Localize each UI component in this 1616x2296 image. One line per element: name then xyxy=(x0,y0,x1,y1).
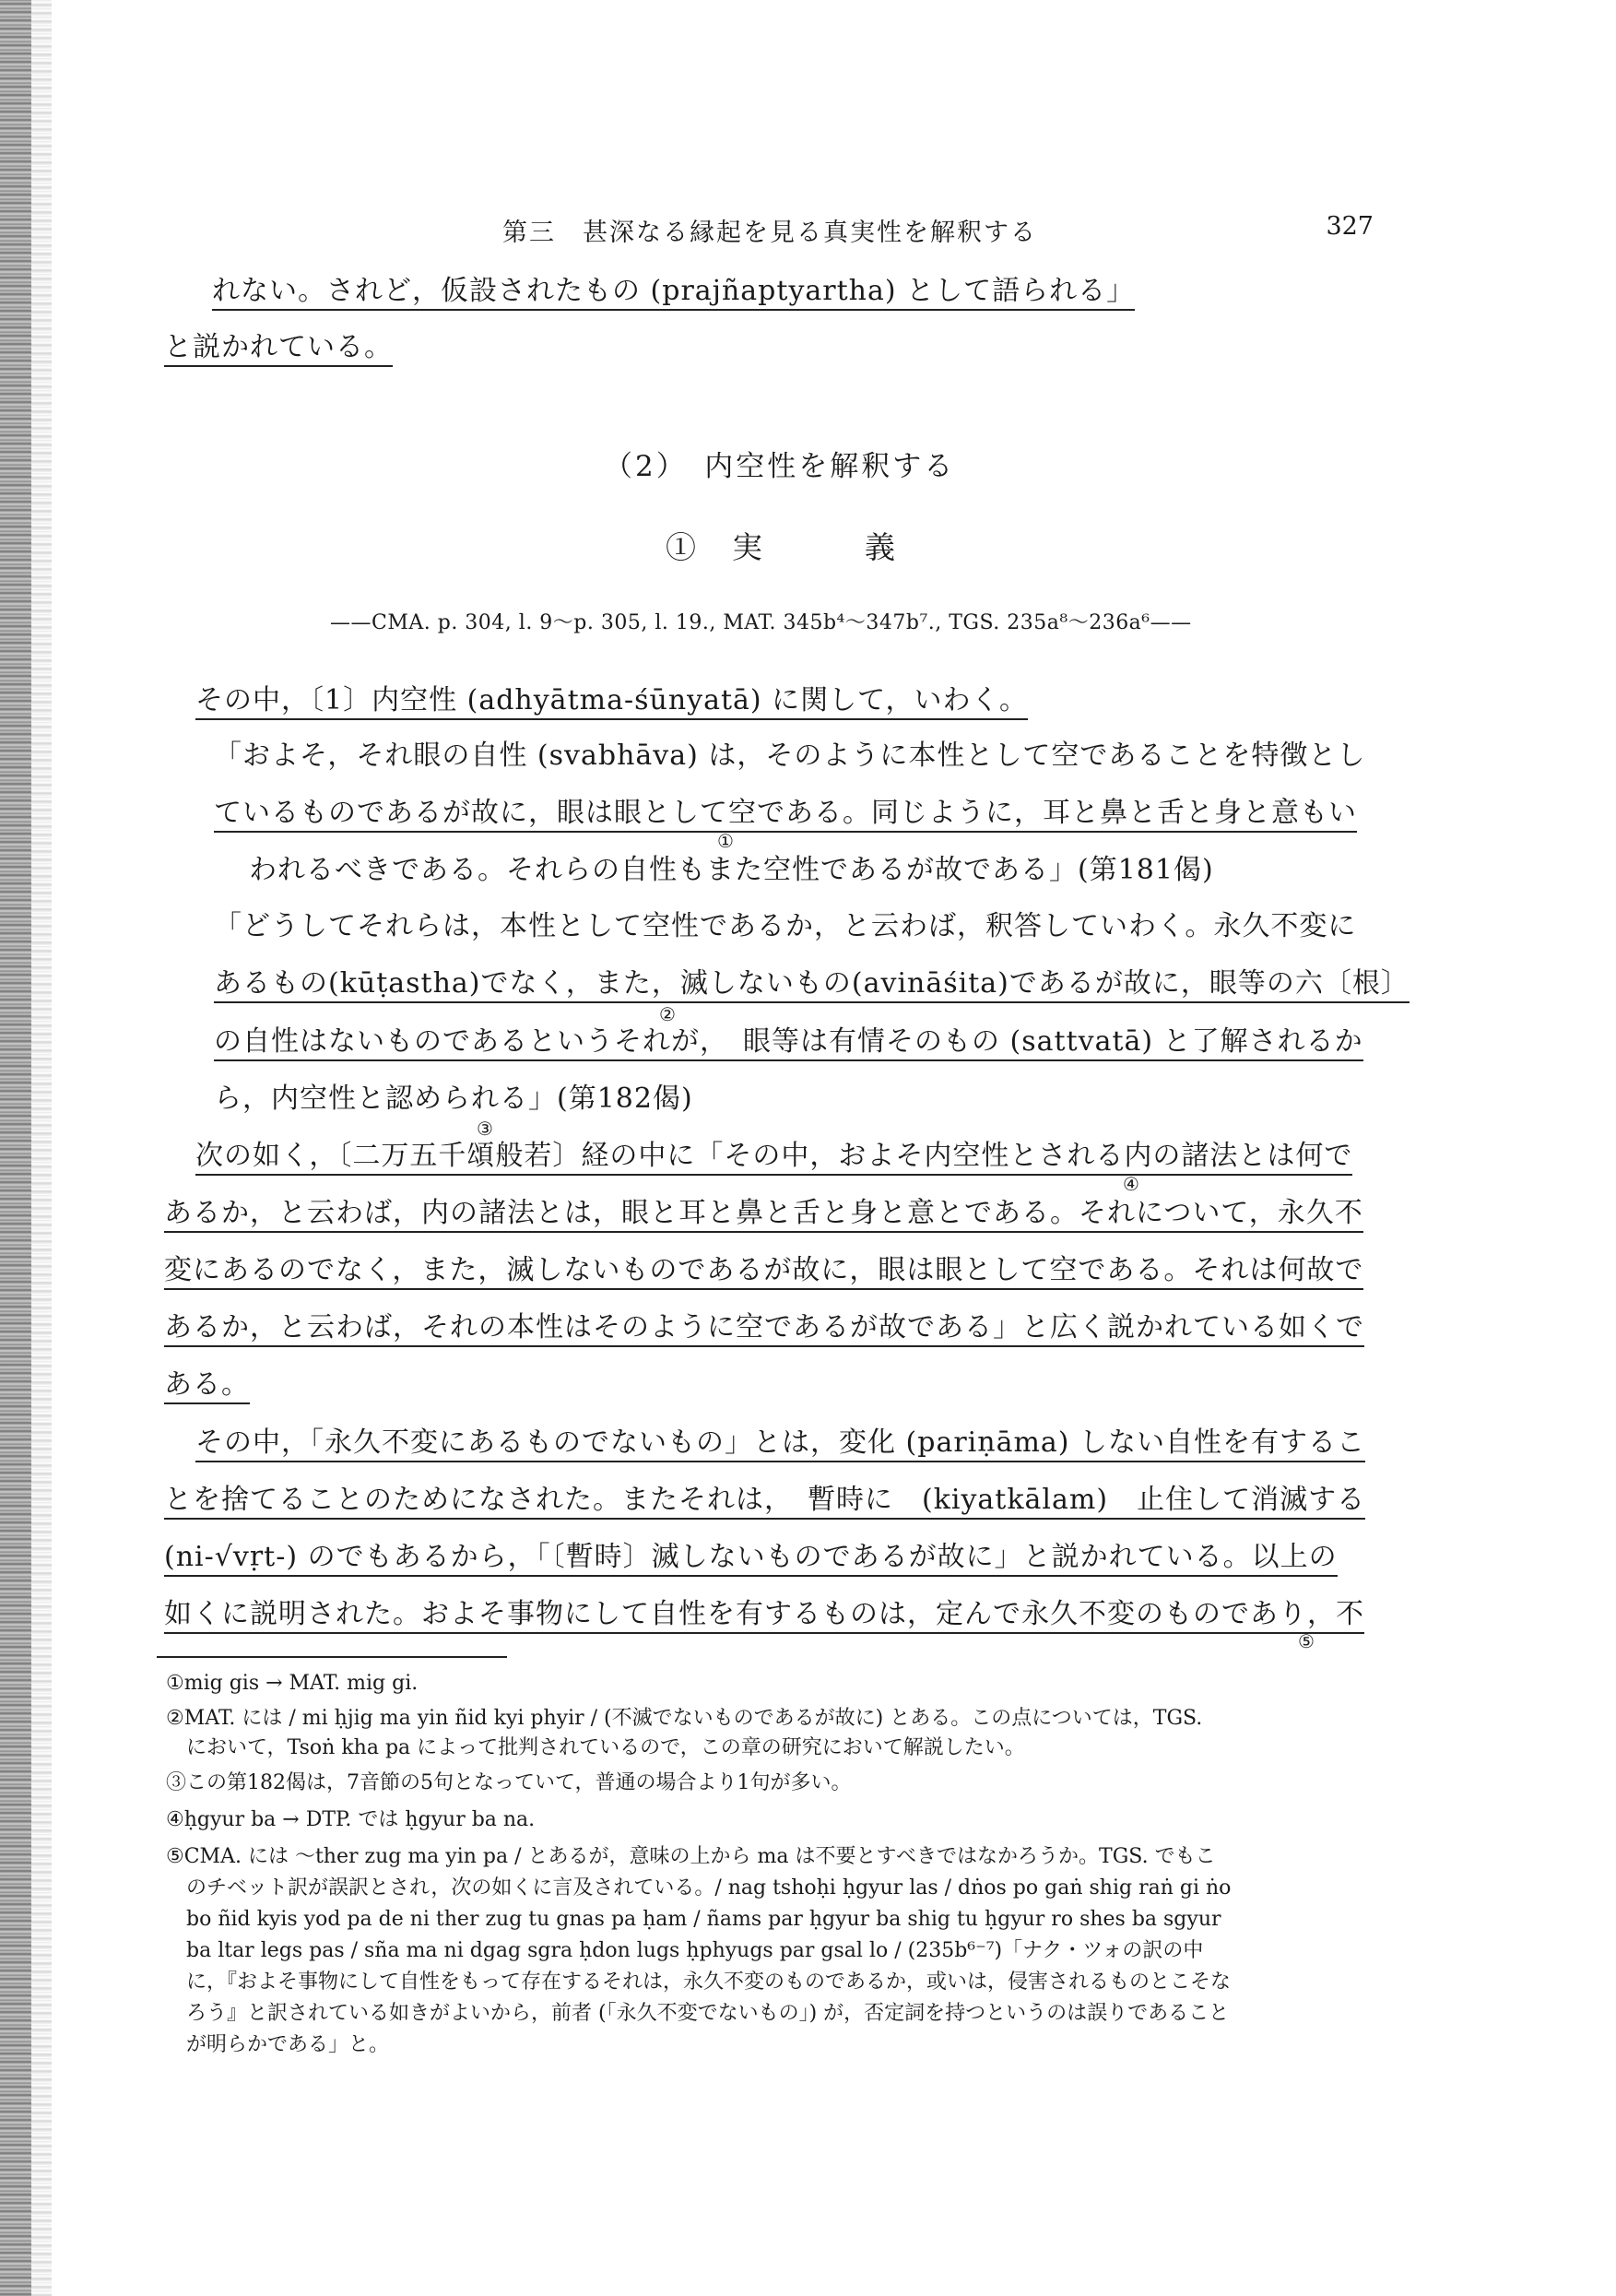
body-line: ているものであるが故に，眼は眼として空である。同じように，耳と鼻と舌と身と意もい xyxy=(214,795,1357,832)
footnote: ②MAT. には / mi ḥjig ma yin ñid kyi phyir / (不滅でないものであるが故に) とある。この点については，TGS. xyxy=(166,1707,1203,1730)
body-line: ら，内空性と認められる」(第182偈) xyxy=(214,1083,693,1115)
body-line: ある。 xyxy=(164,1367,250,1403)
body-line: あるか，と云わば，それの本性はそのように空であるが故である」と広く説かれている如くで xyxy=(164,1309,1364,1346)
intro-line-2: と説かれている。 xyxy=(164,329,393,366)
body-line: 変にあるのでなく，また，滅しないものであるが故に，眼は眼として空である。それは何故で xyxy=(164,1252,1363,1289)
body-line: あるか，と云わば，内の諸法とは，眼と耳と鼻と舌と身と意とである。それについて，永久不 xyxy=(164,1195,1363,1232)
note-marker-4: ④ xyxy=(1123,1173,1139,1195)
footnote-cont: に，『およそ事物にして自性をもって存在するそれは，永久不変のものであるか，或いは，侵害されるものとこそな xyxy=(186,1971,1232,1994)
body-line: われるべきである。それらの自性もまた空性であるが故である」(第181偈) xyxy=(249,854,1214,886)
body-line: 「およそ，それ眼の自性 (svabhāva) は，そのように本性として空であることを特徴とし xyxy=(214,740,1366,772)
running-header xyxy=(341,212,1374,249)
footnote-cont: bo ñid kyis yod pa de ni ther zug tu gnas pa ḥam / ñams par ḥgyur ba shig tu ḥgyur ro shes ba sgyur xyxy=(186,1908,1221,1931)
footnote-cont: ba ltar legs pas / sña ma ni dgag sgra ḥdon lugs ḥphyugs par gsal lo / (235b⁶⁻⁷)「ナク・ツォの訳の中 xyxy=(186,1939,1204,1962)
footnote-cont: が明らかである」と。 xyxy=(186,2033,390,2056)
body-line: (ni-√vṛt-) のでもあるから，「〔暫時〕滅しないものであるが故に」と説かれている。以上の xyxy=(164,1539,1338,1576)
note-marker-5: ⑤ xyxy=(1298,1630,1315,1652)
running-title: 第三 甚深なる縁起を見る真実性を解釈する xyxy=(502,219,1037,247)
footnote: ⑤CMA. には ～ther zug ma yin pa / とあるが，意味の上から ma は不要とすべきではなかろうか。TGS. でもこ xyxy=(166,1845,1216,1868)
body-line: 「どうしてそれらは，本性として空性であるか，と云わば，釈答していわく。永久不変に xyxy=(214,910,1357,942)
body-line: 次の如く，〔二万五千頌般若〕経の中に「その中，およそ内空性とされる内の諸法とは何で xyxy=(195,1138,1352,1175)
note-marker-1: ① xyxy=(717,830,734,852)
scan-edge-noise xyxy=(31,0,52,2296)
body-line: の自性はないものであるというそれが， 眼等は有情そのもの (sattvatā) と了解されるか xyxy=(214,1024,1363,1060)
footnote: ③この第182偈は，7音節の5句となっていて，普通の場合より1句が多い。 xyxy=(166,1771,852,1794)
body-line: あるもの(kūṭastha)でなく，また，滅しないもの(avināśita)であるが故に，眼等の六〔根〕 xyxy=(214,965,1410,1002)
footnote-cont: ろう』と訳されている如きがよいから，前者 (「永久不変でないもの」) が，否定詞を持つというのは誤りであること xyxy=(186,2002,1230,2025)
scan-edge-shadow xyxy=(0,0,31,2296)
source-reference: ——CMA. p. 304, l. 9～p. 305, l. 19., MAT. 345b⁴～347b⁷., TGS. 235a⁸～236a⁶—— xyxy=(330,611,1192,634)
note-marker-3: ③ xyxy=(477,1118,493,1140)
subsection-heading: ① 実 義 xyxy=(666,529,898,565)
footnote: ④ḥgyur ba → DTP. では ḥgyur ba na. xyxy=(166,1808,536,1831)
footnote-rule xyxy=(157,1656,507,1658)
page-number: 327 xyxy=(1326,212,1374,241)
section-heading: （2） 内空性を解釈する xyxy=(604,450,956,483)
note-marker-2: ② xyxy=(659,1003,676,1025)
body-line: とを捨てることのためになされた。またそれは， 暫時に (kiyatkālam) 止住して消滅する xyxy=(164,1482,1365,1519)
body-line: その中，「永久不変にあるものでないもの」とは，変化 (pariṇāma) しない自性を有するこ xyxy=(195,1425,1365,1462)
body-line: その中，〔1〕内空性 (adhyātma-śūnyatā) に関して，いわく。 xyxy=(195,682,1028,719)
footnote: ①mig gis → MAT. mig gi. xyxy=(166,1672,419,1695)
intro-line-1: れない。されど，仮設されたもの (prajñaptyartha) として語られる」 xyxy=(212,273,1135,310)
footnote-cont: のチベット訳が誤訳とされ，次の如くに言及されている。/ nag tshoḥi ḥgyur las / dṅos po gaṅ shig raṅ gi ṅo xyxy=(186,1876,1232,1900)
footnote-cont: において，Tsoṅ kha pa によって批判されているので，この章の研究において解説したい。 xyxy=(186,1736,1025,1759)
body-line: 如くに説明された。およそ事物にして自性を有するものは，定んで永久不変のものであり，不 xyxy=(164,1596,1364,1633)
